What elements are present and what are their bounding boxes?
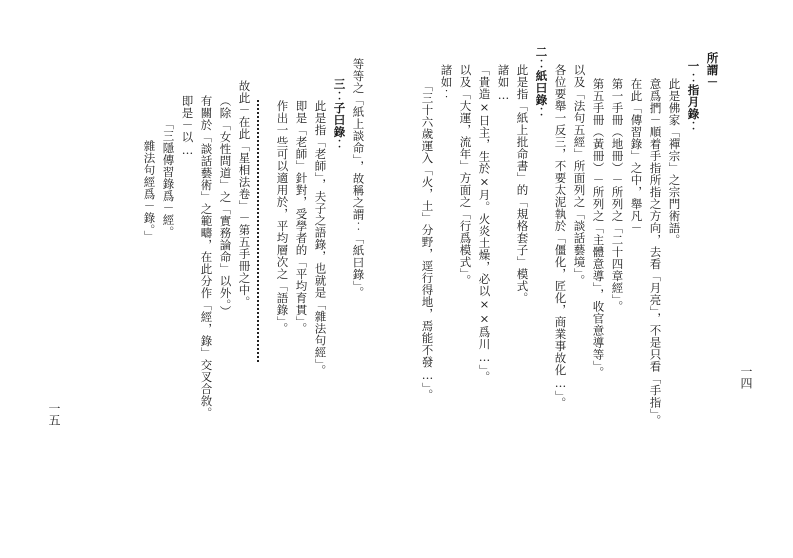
- text-column: 意爲捫－順着手指所指之方向，去看「月亮」，不是只看「手指」。: [648, 78, 663, 427]
- text-column: 所謂－: [705, 52, 720, 88]
- page-number-right: 一四: [739, 365, 753, 389]
- text-column: 此是佛家「禪宗」之宗門術語。: [667, 78, 682, 246]
- text-column: 「貴造×日主，生於×月。火炎土燥，必以××爲川…」。: [477, 64, 492, 383]
- text-column: 此是指「紙上批命書」的「規格套子」模式。: [515, 64, 530, 304]
- text-column: 各位要舉一反三，不要太泥執於「僵化，匠化，商業事故化…」。: [553, 64, 568, 409]
- text-column: 此是指「老師」，夫子之語錄，也就是「雜法句經」。: [313, 100, 328, 377]
- text-column: 在此「傳習錄」之中，舉凡－: [629, 78, 644, 234]
- text-column: 即是－以…: [180, 95, 195, 158]
- text-column: 作出一些可以適用於，平均層次之「語錄」。: [275, 100, 290, 335]
- text-column: 「三隱傳習錄爲－經。: [161, 118, 176, 238]
- text-column: 等等之「紙上談命」，故稱之謂︰「紙曰錄」。: [351, 58, 366, 299]
- dotted-separator: [257, 100, 259, 362]
- section-heading: 二︰紙曰錄︰: [534, 46, 549, 118]
- text-column: 第一手冊（地冊）－所列之「二十四章經」。: [610, 78, 625, 313]
- text-column: 第五手冊（黃冊）－所列之「主體意導」，收官意導等」。: [591, 78, 606, 379]
- text-column: 有關於「談話藝術」之範疇，在此分作「經，錄」交叉合敘。: [199, 95, 214, 419]
- text-column: 雜法句經爲－錄。」: [142, 140, 157, 243]
- text-column: （除「女性問道」之「實務論命」以外。）: [218, 95, 233, 318]
- text-column: 故此－在此「星相法卷」－第五手冊之中。: [237, 80, 252, 308]
- section-heading: 三︰子曰錄︰: [332, 78, 347, 150]
- page-number-left: 一五: [47, 402, 61, 426]
- text-column: 以及「法句五經」所面列之「談話藝境」。: [572, 64, 587, 287]
- text-column: 以及「大運，流年」方面之「行爲模式」。: [458, 64, 473, 287]
- text-column: 即是「老師」針對，受學者的「平均育貫」。: [294, 100, 309, 335]
- text-column: 「三十六歲運入「火，土」分野，逕行得地，焉能不發…」。: [420, 80, 435, 401]
- section-heading: 一︰指月錄︰: [686, 60, 701, 132]
- text-column: 諸如︰: [439, 64, 454, 100]
- text-column: 諸如…: [496, 64, 511, 103]
